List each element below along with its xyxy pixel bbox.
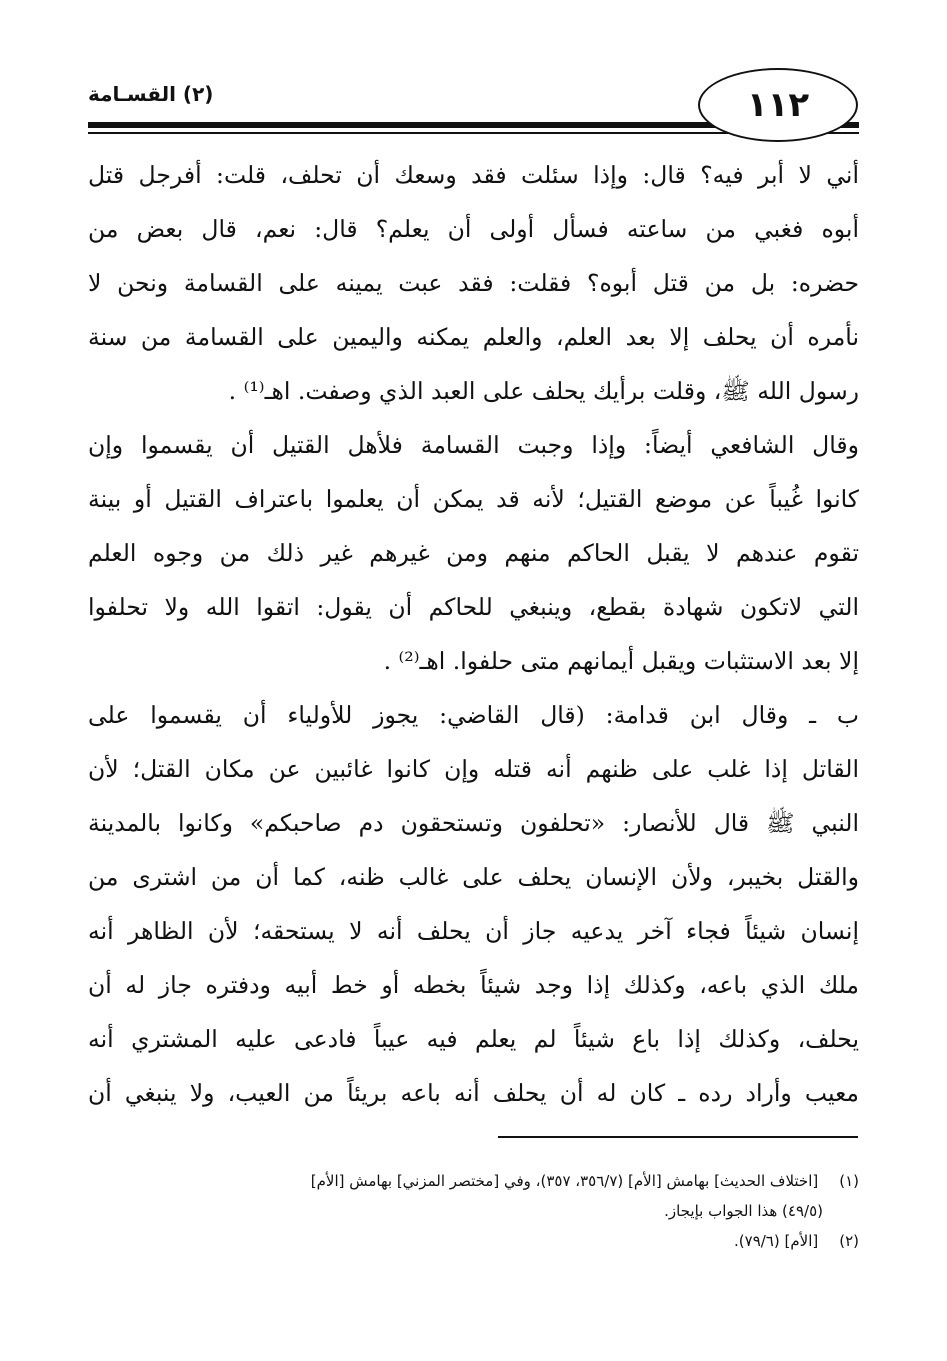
- text-line: رسول الله ﷺ، وقلت برأيك يحلف على العبد الذي وصفت. اهـ⁽¹⁾ .: [228, 377, 859, 405]
- footnote-1: [88, 1166, 859, 1196]
- text-line: إلا بعد الاستثبات ويقبل أيمانهم متى حلفوا. اهـ⁽²⁾ .: [383, 647, 859, 675]
- text-line: النبي ﷺ قال للأنصار: «تحلفون وتستحقون دم صاحبكم» وكانوا بالمدينة: [88, 809, 859, 837]
- page-number: ١١٢: [698, 68, 858, 142]
- footnote-number: (١): [839, 1172, 859, 1190]
- text-line: حضره: بل من قتل أبوه؟ فقلت: فقد عبت يمينه على القسامة ونحن لا: [88, 269, 859, 297]
- text-line: نأمره أن يحلف إلا بعد العلم، والعلم يمكنه واليمين على القسامة من سنة: [88, 323, 859, 351]
- text-line: القاتل إذا غلب على ظنهم أنه قتله وإن كانوا غائبين عن مكان القتل؛ لأن: [88, 755, 859, 783]
- footnote-text: [اختلاف الحديث] بهامش [الأم] (٣٥٦/٧، ٣٥٧)، وفي [مختصر المزني] بهامش [الأم]: [310, 1172, 819, 1190]
- footnotes: [88, 1166, 859, 1256]
- text-line: يحلف، وكذلك إذا باع شيئاً لم يعلم فيه عيباً فادعى عليه المشتري أنه: [88, 1025, 859, 1053]
- footnote-number: (٢): [839, 1232, 859, 1250]
- footnote-rule: [498, 1136, 858, 1138]
- paragraph-2: [88, 418, 859, 688]
- text-line: والقتل بخيبر، ولأن الإنسان يحلف على غالب ظنه، كما أن من اشترى من: [88, 863, 859, 891]
- paragraph-3: [88, 688, 859, 1120]
- text-line: ب ـ وقال ابن قدامة: (قال القاضي: يجوز للأولياء أن يقسموا على: [88, 701, 859, 729]
- paragraph-1: [88, 148, 859, 418]
- page-header: [88, 64, 859, 144]
- text-line: وقال الشافعي أيضاً: وإذا وجبت القسامة فلأهل القتيل أن يقسموا وإن: [88, 431, 859, 459]
- text-line: أني لا أبر فيه؟ قال: وإذا سئلت فقد وسعك أن تحلف، قلت: أفرجل قتل: [88, 161, 859, 189]
- text-line: أبوه فغبي من ساعته فسأل أولى أن يعلم؟ قال: نعم، قال بعض من: [88, 215, 859, 243]
- footnote-2: [88, 1226, 859, 1256]
- text-line: كانوا غُيباً عن موضع القتيل؛ لأنه قد يمكن أن يعلموا باعتراف القتيل أو بينة: [88, 485, 859, 513]
- text-line: تقوم عندهم لا يقبل الحاكم منهم ومن غيرهم غير ذلك من وجوه العلم: [88, 539, 859, 567]
- text-line: التي لاتكون شهادة بقطع، وينبغي للحاكم أن يقول: اتقوا الله ولا تحلفوا: [88, 593, 859, 621]
- text-line: إنسان شيئاً فجاء آخر يدعيه جاز أن يحلف أنه لا يستحقه؛ لأن الظاهر أنه: [88, 917, 859, 945]
- text-line: معيب وأراد رده ـ كان له أن يحلف أنه باعه بريئاً من العيب، ولا ينبغي أن: [88, 1079, 859, 1107]
- text-line: ملك الذي باعه، وكذلك إذا وجد شيئاً بخطه أو خط أبيه ودفتره جاز له أن: [88, 971, 859, 999]
- body-text: [88, 148, 859, 1120]
- running-head: (٢) القسـامة: [88, 82, 214, 106]
- footnote-1-continuation: (٤٩/٥) هذا الجواب بإيجاز.: [664, 1202, 823, 1220]
- footnote-text: [الأم] (٧٩/٦).: [734, 1232, 819, 1250]
